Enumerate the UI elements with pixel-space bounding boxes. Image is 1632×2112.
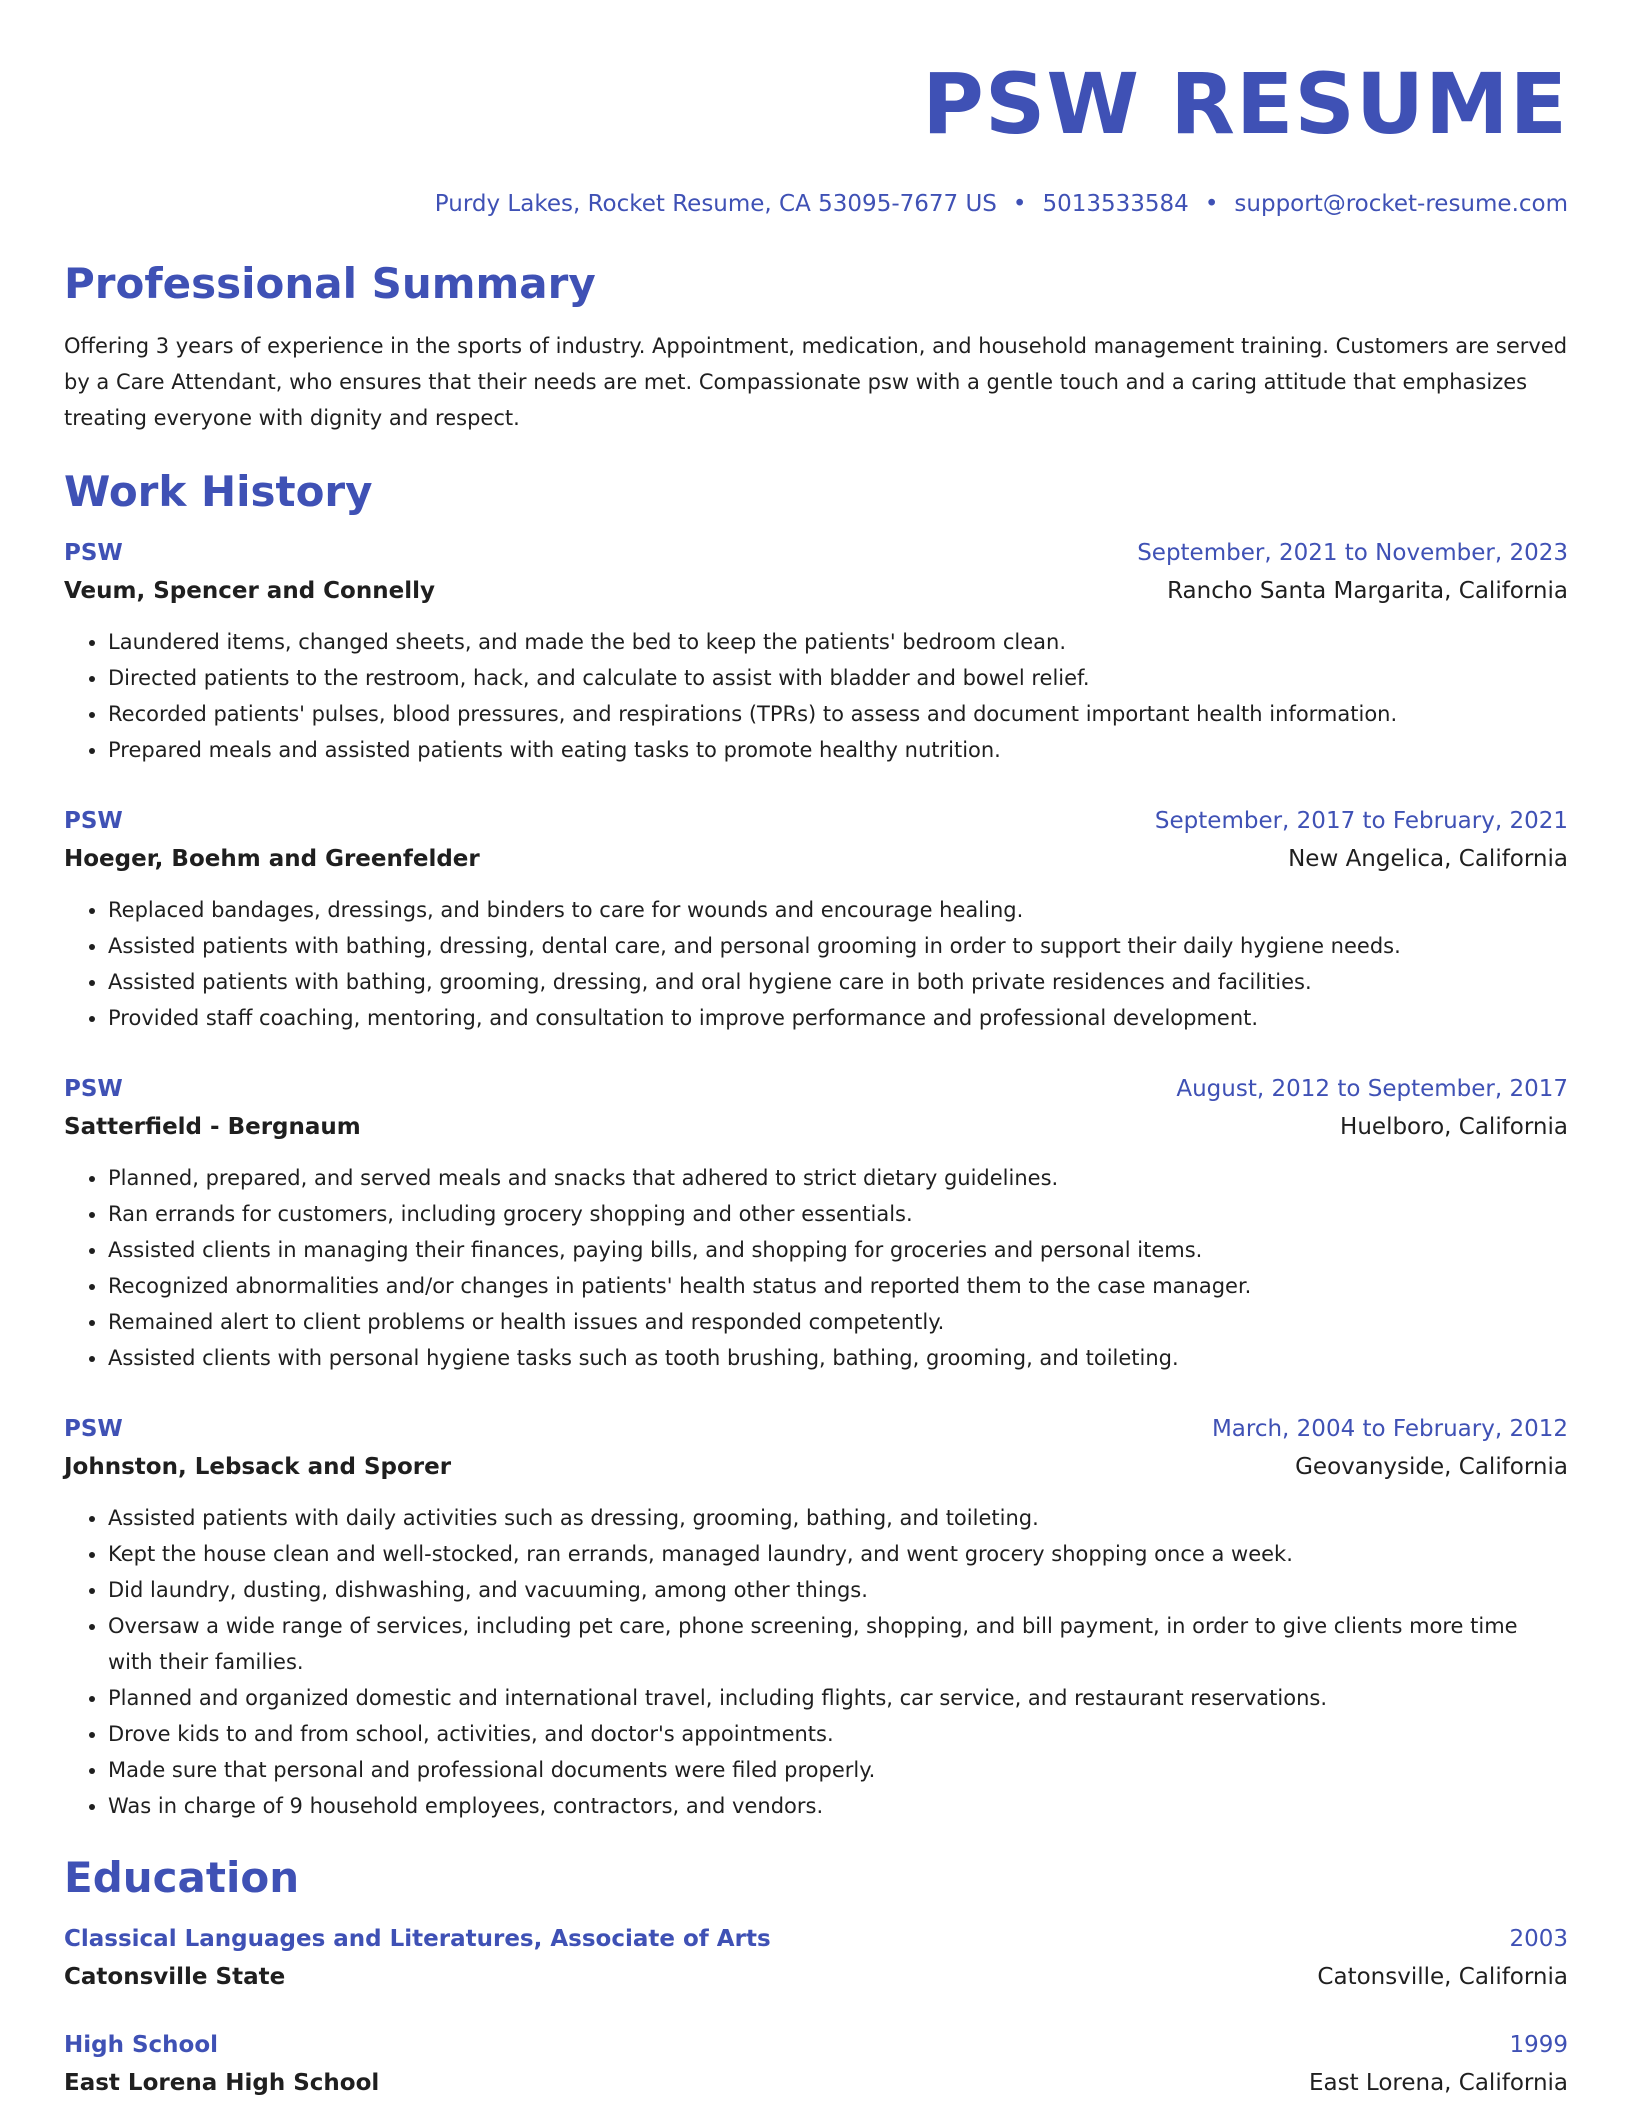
job-dates: September, 2017 to February, 2021 (1154, 808, 1568, 834)
job-company: Hoeger, Boehm and Greenfelder (64, 846, 480, 872)
education-list (64, 1920, 1568, 2102)
job-entry (64, 1070, 1568, 1376)
job-bullet: • Assisted patients with bathing, grooming, dressing, and oral hygiene care in both private residences and facilities. (108, 964, 1568, 1000)
job-company: Veum, Spencer and Connelly (64, 578, 435, 604)
job-entry (64, 534, 1568, 768)
job-bullets (64, 1160, 1568, 1376)
education-entry (64, 1920, 1568, 1996)
job-role: PSW (64, 1416, 123, 1442)
job-company: Johnston, Lebsack and Sporer (64, 1454, 452, 1480)
education-school-row (64, 1958, 1568, 1996)
job-bullet: • Recognized abnormalities and/or changes in patients' health status and reported them to the case manager. (108, 1268, 1568, 1304)
education-location: East Lorena, California (1308, 2070, 1568, 2096)
job-bullet: • Recorded patients' pulses, blood pressures, and respirations (TPRs) to assess and document important health information. (108, 696, 1568, 732)
summary-text: Offering 3 years of experience in the sports of industry. Appointment, medication, and household management training. Customers are served by a Care Attendant, who ensures that their needs are met. Compassionate psw with a gentle touch and a caring attitude that emphasizes treating everyone with dignity and respect. (64, 334, 1568, 430)
job-bullet: • Made sure that personal and professional documents were filed properly. (108, 1752, 1568, 1788)
contact-separator: • (1012, 191, 1027, 217)
education-header-row (64, 2026, 1568, 2064)
job-bullet: • Assisted patients with daily activities such as dressing, grooming, bathing, and toileting. (108, 1500, 1568, 1536)
job-bullet: • Directed patients to the restroom, hack, and calculate to assist with bladder and bowel relief. (108, 660, 1568, 696)
job-bullet: • Oversaw a wide range of services, including pet care, phone screening, shopping, and bill payment, in order to give clients more time with their families. (108, 1608, 1568, 1680)
education-year: 1999 (1509, 2032, 1568, 2058)
job-bullet: • Laundered items, changed sheets, and made the bed to keep the patients' bedroom clean. (108, 624, 1568, 660)
job-company-row (64, 572, 1568, 610)
job-bullet: • Kept the house clean and well-stocked, ran errands, managed laundry, and went grocery shopping once a week. (108, 1536, 1568, 1572)
education-year: 2003 (1509, 1926, 1568, 1952)
job-bullet: • Planned, prepared, and served meals and snacks that adhered to strict dietary guidelines. (108, 1160, 1568, 1196)
resume-header (64, 0, 1568, 220)
education-entry (64, 2026, 1568, 2102)
job-bullet: • Assisted patients with bathing, dressing, dental care, and personal grooming in order to support their daily hygiene needs. (108, 928, 1568, 964)
resume-title: PSW RESUME (922, 55, 1568, 153)
education-school: East Lorena High School (64, 2070, 380, 2096)
job-bullet: • Ran errands for customers, including grocery shopping and other essentials. (108, 1196, 1568, 1232)
job-company-row (64, 1108, 1568, 1146)
job-bullet: • Replaced bandages, dressings, and binders to care for wounds and encourage healing. (108, 892, 1568, 928)
contact-separator: • (1204, 191, 1219, 217)
job-entry (64, 802, 1568, 1036)
job-dates: September, 2021 to November, 2023 (1137, 540, 1568, 566)
contact-address: Purdy Lakes, Rocket Resume, CA 53095-7677 US (434, 191, 997, 217)
job-company-row (64, 840, 1568, 878)
job-entry (64, 1410, 1568, 1824)
job-dates: March, 2004 to February, 2012 (1211, 1416, 1568, 1442)
job-dates: August, 2012 to September, 2017 (1176, 1076, 1568, 1102)
education-degree: High School (64, 2032, 219, 2058)
job-bullet: • Assisted clients in managing their finances, paying bills, and shopping for groceries and personal items. (108, 1232, 1568, 1268)
job-bullet: • Drove kids to and from school, activities, and doctor's appointments. (108, 1716, 1568, 1752)
job-bullet: • Did laundry, dusting, dishwashing, and vacuuming, among other things. (108, 1572, 1568, 1608)
job-role: PSW (64, 808, 123, 834)
job-bullet: • Prepared meals and assisted patients with eating tasks to promote healthy nutrition. (108, 732, 1568, 768)
work-history-list (64, 534, 1568, 1824)
job-header-row (64, 534, 1568, 572)
job-location: Rancho Santa Margarita, California (1167, 578, 1568, 604)
contact-email: support@rocket-resume.com (1234, 191, 1568, 217)
education-degree: Classical Languages and Literatures, Associate of Arts (64, 1926, 771, 1952)
job-location: Geovanyside, California (1295, 1454, 1568, 1480)
section-title-education: Education (64, 1853, 300, 1902)
job-company: Satterfield - Bergnaum (64, 1114, 361, 1140)
education-location: Catonsville, California (1317, 1964, 1568, 1990)
contact-phone: 5013533584 (1042, 191, 1189, 217)
job-bullets (64, 1500, 1568, 1824)
job-bullets (64, 892, 1568, 1036)
job-role: PSW (64, 1076, 123, 1102)
job-company-row (64, 1448, 1568, 1486)
education-header-row (64, 1920, 1568, 1958)
job-location: New Angelica, California (1288, 846, 1568, 872)
job-bullet: • Remained alert to client problems or health issues and responded competently. (108, 1304, 1568, 1340)
section-title-work-history: Work History (64, 467, 373, 516)
job-bullet: • Provided staff coaching, mentoring, and consultation to improve performance and professional development. (108, 1000, 1568, 1036)
job-role: PSW (64, 540, 123, 566)
job-bullet: • Planned and organized domestic and international travel, including flights, car service, and restaurant reservations. (108, 1680, 1568, 1716)
contact-line (64, 188, 1568, 220)
education-school: Catonsville State (64, 1964, 286, 1990)
job-header-row (64, 802, 1568, 840)
job-header-row (64, 1070, 1568, 1108)
job-header-row (64, 1410, 1568, 1448)
section-title-summary: Professional Summary (64, 259, 596, 308)
education-school-row (64, 2064, 1568, 2102)
job-bullets (64, 624, 1568, 768)
job-bullet: • Assisted clients with personal hygiene tasks such as tooth brushing, bathing, grooming, and toileting. (108, 1340, 1568, 1376)
job-location: Huelboro, California (1340, 1114, 1568, 1140)
job-bullet: • Was in charge of 9 household employees, contractors, and vendors. (108, 1788, 1568, 1824)
